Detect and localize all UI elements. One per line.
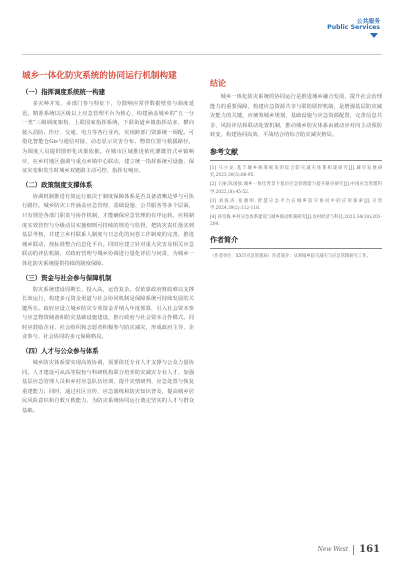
triangle-marker-icon xyxy=(370,33,378,38)
conclusion-heading: 结论 xyxy=(210,79,226,88)
right-column xyxy=(210,70,382,260)
column-name-en: Public Services xyxy=(327,24,380,31)
left-column xyxy=(22,70,194,419)
section-heading-2: （二）政策制度支撑体系 xyxy=(22,180,93,189)
author-bio: （作者单位：XX市应急管理局）作者简介：从事城乡防灾减灾与应急管理研究工作。 xyxy=(210,253,371,259)
page-footer xyxy=(318,544,380,555)
section-heading-3: （三）资金与社会参与保障机制 xyxy=(22,273,112,282)
author-divider xyxy=(210,248,382,249)
page-header xyxy=(0,0,402,56)
footer-divider xyxy=(353,545,354,555)
reference-item: [3] 刘海涛,张晓明.智慧应急平台在城乡防灾协同中的应用探索[J].灾害学,2024,39(2):112-118. xyxy=(210,198,382,211)
page-number: 161 xyxy=(359,544,380,555)
section-heading-1: （一）指挥调度系统统一构建 xyxy=(22,88,106,96)
magazine-name: New West xyxy=(317,546,349,553)
reference-item: [4] 孙雪梅.乡村应急体系建设与城乡联动机制研究[J].农村经济与科技,2023,34(10):201-204. xyxy=(210,215,382,228)
references-divider xyxy=(210,160,382,161)
section-paragraph-2: 协调机制推进有效运行取决于制度保障体系是否具备清晰边界与可执行路径。城乡防灾工作涵盖应急管理、基础设施、公共服务等多个层面，只有规范各部门职责与协作机制，才能确保应急管理的有序运转。应将制度实效管控与分级动员实施细则可持续的规范与监督，把防灾责任落实到基层考核，并建立乡村联系人制度与日志化的问卷工作制度的完善，推进城乡联动、按标准整合信息化平台。同时应建立针对重大灾害及相关应急联动的评估机制，对政府管理与城乡协调进行量化评估与问责，为城乡一体化防灾系统提供持续的制度保障。 xyxy=(22,193,194,267)
reference-item: [1] 马小龙.基于城乡统筹视角的综合防灾减灾体系构建研究[J].城市发展研究,2023,30(5):88-95. xyxy=(210,165,382,179)
references-heading: 参考文献 xyxy=(210,147,238,156)
article-title: 城乡一体化防灾系统的协同运行机制构建 xyxy=(22,71,177,81)
reference-item: [2] 王丽,陈国强.城乡一体化背景下基层应急管理能力提升路径研究[J].中国应急管理科学,2022,(8):45-52. xyxy=(210,182,382,195)
section-heading-4: （四）人才与公众参与体系 xyxy=(22,347,99,356)
section-paragraph-4: 城乡防灾体系要实现高效协调，需要依托专业人才支撑与公众力量协同。人才建设可从高等院校与科研机构联合培养防灾减灾专业人才，加强基层应急管理人员和乡村应急队伍培训，提升灾情研判、应急处置与恢复重建能力；同时，通过社区宣传、应急演练和防灾知识普及，提高城乡居民风险意识和自救互救能力，为防灾系统协同运行奠定坚实的人才与群众基础。 xyxy=(22,360,194,415)
header-divider xyxy=(22,54,382,55)
author-heading: 作者简介 xyxy=(210,235,238,244)
conclusion-paragraph: 城乡一体化防灾系统的协同运行是推进城乡融合发展、提升社会治理能力的重要保障，构建应急资源共享与联防联控机制，是增强基层防灾减灾能力的关键，应统筹城乡规划、基础设施与应急资源配置，完善信息共享、风险评估和联动处置机制，推动城乡防灾体系由被动应对向主动预防转变，构建协同高效、平战结合的综合防灾减灾格局。 xyxy=(210,94,382,139)
column-name-cn: 公共服务 xyxy=(356,19,380,25)
section-paragraph-1: 多灾种并发、多部门参与特征下，分散响应常伴数据壁垒与调度延迟。精准系统以区级以上应急管理平台为核心，构建涵盖城乡的“五一分一类”三级调度架构，上联国家指挥系统，下联街道乡镇指挥站多，横向接入消防、医疗、交通、电力等各行业内，实现跨部门资源统一调配。可借化智能仓Gis与通信对接，动态显示灾害分布、物资位置与救援路径，为调度人员提供图形化决策依据。在城市区域推进依托灌溉管式乡镇响应，在乡村地区强调与重点乡镇中心联动，建立统一指挥系统可设施、保证灾变和发生时城乡双链路主动可控、指挥有响应。 xyxy=(22,101,194,175)
section-paragraph-3: 防灾系统建设周期长、投入高，运营复杂。仅依靠政府财政难以支撑长效运行，构建多元资金渠道与社会协同机制是保障系统可持续发展的关键所在。政府应设立城乡防灾专项资金并纳入年度预算，引入社会资本参与应急物资储备和防灾基础设施建设，推行政府与社会资本合作模式。同时应鼓励企业、社会组织和志愿者积极参与防灾减灾，形成政府主导、企业参与、社会协同的多元保障格局。 xyxy=(22,286,194,341)
